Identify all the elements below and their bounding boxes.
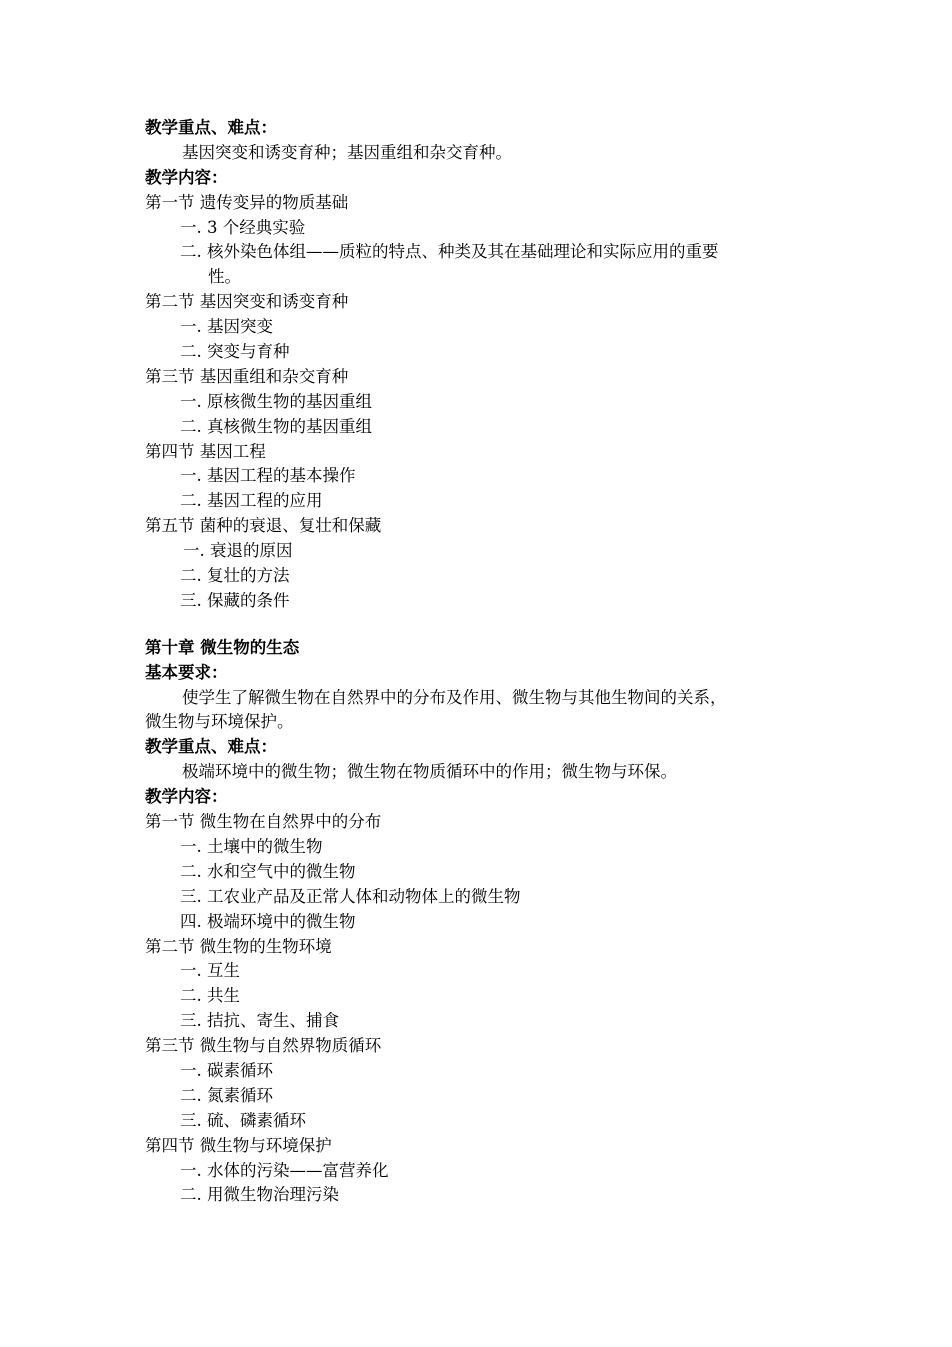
list-item: 二. 共生 (180, 986, 240, 1006)
list-item: 二. 水和空气中的微生物 (180, 861, 356, 881)
key-points-text: 极端环境中的微生物；微生物在物质循环中的作用；微生物与环保。 (182, 762, 677, 782)
section-heading: 第一节 遗传变异的物质基础 (145, 192, 349, 212)
section-heading: 第三节 基因重组和杂交育种 (145, 366, 349, 386)
list-item: 一. 原核微生物的基因重组 (180, 391, 372, 411)
content-label: 教学内容： (145, 167, 228, 187)
key-points-text: 基因突变和诱变育种；基因重组和杂交育种。 (182, 142, 512, 162)
section-heading: 第二节 基因突变和诱变育种 (145, 292, 349, 312)
list-item: 三. 工农业产品及正常人体和动物体上的微生物 (180, 886, 521, 906)
section-heading: 第二节 微生物的生物环境 (145, 936, 332, 956)
list-item: 一. 互生 (180, 961, 240, 981)
list-item: 二. 复壮的方法 (180, 566, 290, 586)
basic-requirements-label: 基本要求： (145, 662, 228, 682)
list-item: 一. 碳素循环 (180, 1060, 273, 1080)
list-item: 二. 真核微生物的基因重组 (180, 416, 372, 436)
list-item: 二. 氮素循环 (180, 1085, 273, 1105)
section-heading: 第一节 微生物在自然界中的分布 (145, 812, 382, 832)
list-item-continuation: 性。 (208, 267, 241, 287)
basic-requirements-text: 使学生了解微生物在自然界中的分布及作用、微生物与其他生物间的关系， (182, 687, 727, 707)
list-item: 三. 拮抗、寄生、捕食 (180, 1011, 339, 1031)
list-item: 二. 基因工程的应用 (180, 491, 323, 511)
document-page (145, 116, 825, 1208)
list-item: 一. 基因工程的基本操作 (180, 466, 356, 486)
list-item: 四. 极端环境中的微生物 (180, 911, 356, 931)
list-item: 二. 核外染色体组——质粒的特点、种类及其在基础理论和实际应用的重要 (180, 242, 719, 262)
section-heading: 第四节 微生物与环境保护 (145, 1135, 332, 1155)
spacer (145, 614, 825, 636)
list-item: 一. 水体的污染——富营养化 (180, 1160, 389, 1180)
section-heading: 第三节 微生物与自然界物质循环 (145, 1036, 382, 1056)
content-label: 教学内容： (145, 787, 228, 807)
section-heading: 第四节 基因工程 (145, 441, 266, 461)
section-heading: 第五节 菌种的衰退、复壮和保藏 (145, 516, 382, 536)
key-points-label: 教学重点、难点： (145, 118, 277, 137)
list-item: 一. 3 个经典实验 (180, 217, 306, 237)
list-item: 一. 衰退的原因 (183, 541, 293, 561)
list-item: 一. 土壤中的微生物 (180, 836, 323, 856)
list-item: 三. 硫、磷素循环 (180, 1110, 306, 1130)
key-points-label: 教学重点、难点： (145, 737, 277, 757)
chapter-title: 第十章 微生物的生态 (145, 637, 300, 657)
list-item: 三. 保藏的条件 (180, 590, 290, 610)
list-item: 二. 用微生物治理污染 (180, 1185, 339, 1205)
basic-requirements-text-cont: 微生物与环境保护。 (145, 712, 294, 732)
list-item: 二. 突变与育种 (180, 342, 290, 362)
list-item: 一. 基因突变 (180, 317, 273, 337)
